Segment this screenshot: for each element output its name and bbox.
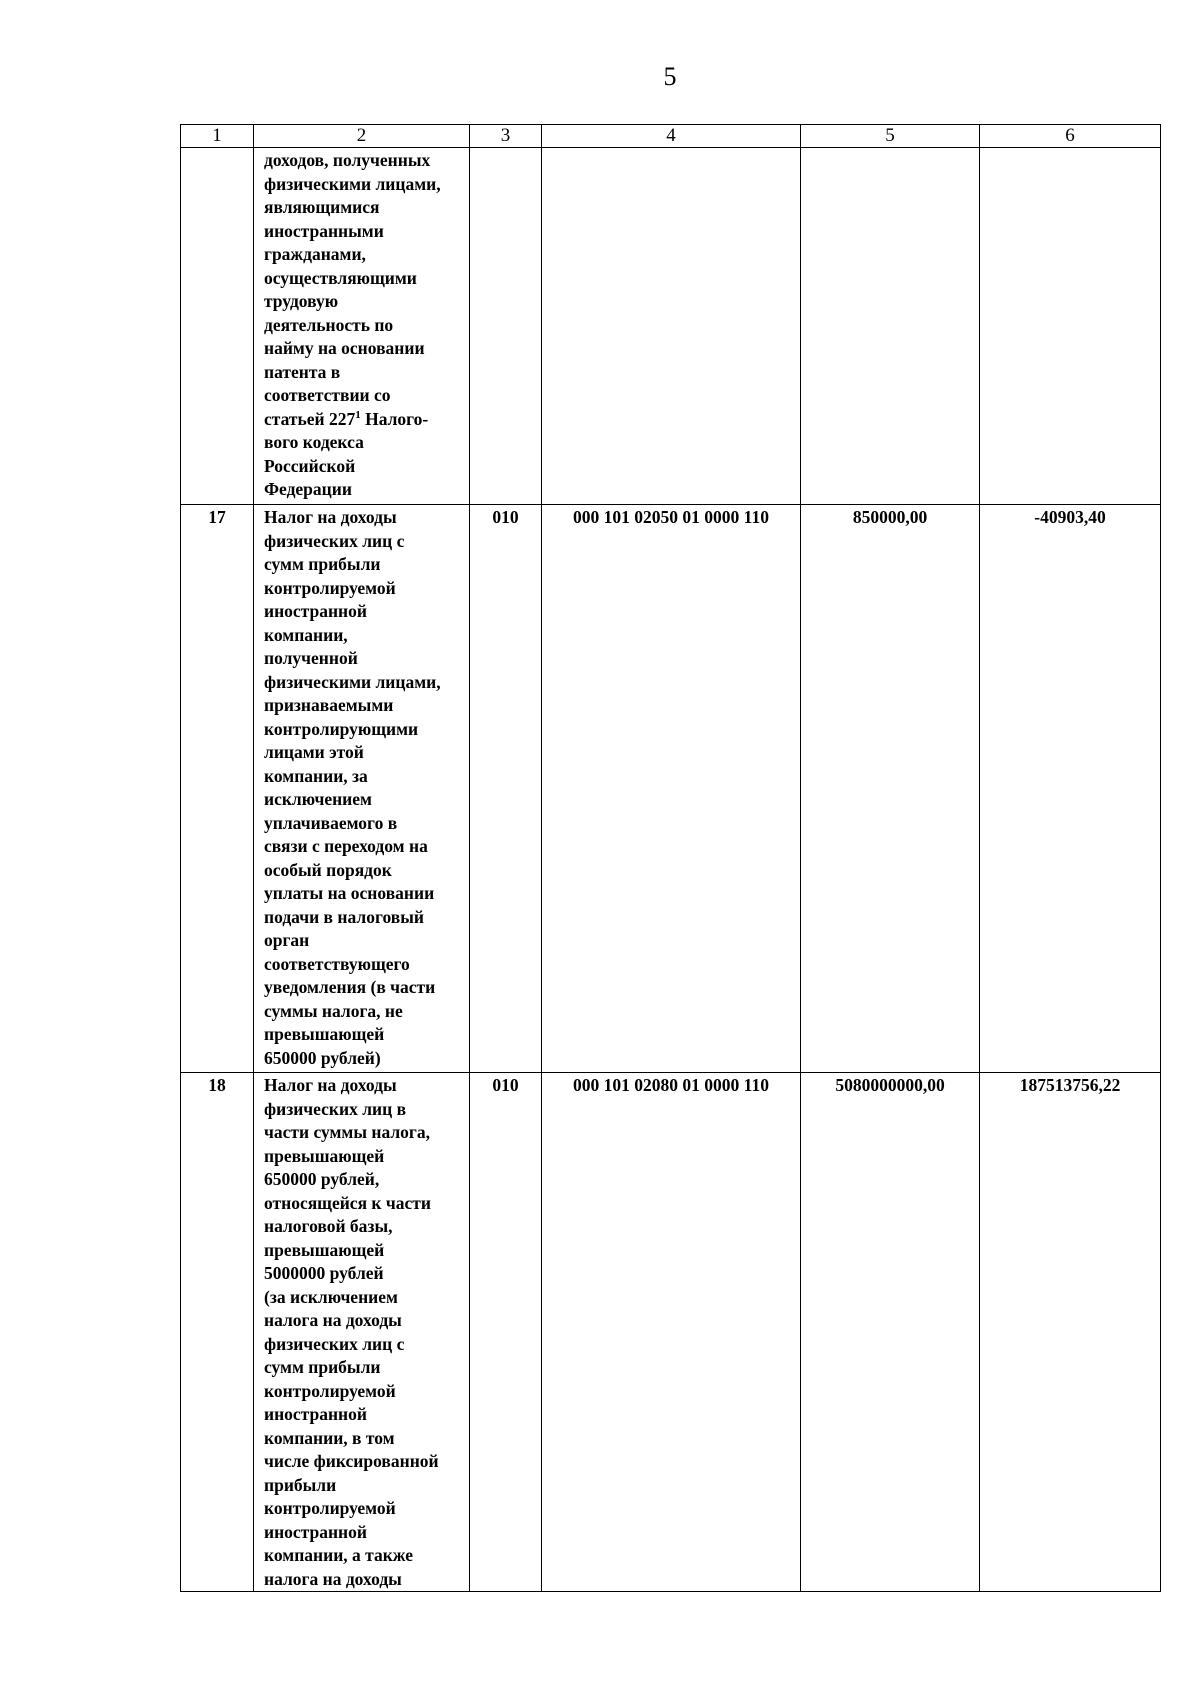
row-code: 010 — [470, 505, 542, 1073]
row-description — [254, 1073, 470, 1592]
desc-line: доходов, полученных — [264, 150, 431, 170]
desc-line: налога на доходы — [264, 1310, 402, 1330]
desc-line: контролируемой — [264, 1498, 396, 1518]
table-row — [181, 505, 1161, 1073]
row-plan-amount: 850000,00 — [801, 505, 980, 1073]
desc-line: физических лиц с — [264, 1333, 405, 1354]
row-fact-cell — [980, 148, 1161, 505]
row-fact-amount: -40903,40 — [980, 505, 1161, 1073]
desc-line: иностранными — [264, 220, 384, 241]
desc-line: подачи в налоговый — [264, 906, 424, 927]
row-fact-amount: 187513756,22 — [980, 1073, 1161, 1592]
desc-line: Федерации — [264, 479, 352, 499]
desc-line: связи с переходом на — [264, 836, 428, 856]
desc-line: части суммы налога, — [264, 1122, 431, 1142]
desc-line: физическими лицами, — [264, 173, 441, 194]
desc-line: компании, за — [264, 765, 368, 786]
row-kbk: 000 101 02050 01 0000 110 — [542, 505, 801, 1073]
column-header-6: 6 — [980, 125, 1161, 148]
column-header-4: 4 — [542, 125, 801, 148]
table-row-continued — [181, 148, 1161, 505]
page-number: 5 — [663, 62, 677, 91]
article-superscript: 1 — [355, 408, 361, 421]
desc-line: компании, а также — [264, 1545, 414, 1565]
desc-line: налога на доходы — [264, 1568, 402, 1589]
desc-line: иностранной — [264, 1521, 367, 1542]
desc-line: Налог на доходы — [264, 507, 397, 527]
desc-line: компании, — [264, 624, 348, 645]
header-row — [181, 125, 1161, 148]
desc-line: контролируемой — [264, 1380, 396, 1401]
desc-line: сумм прибыли — [264, 1357, 381, 1377]
row-number: 17 — [181, 505, 254, 1073]
desc-line: превышающей — [264, 1145, 385, 1166]
desc-line: 650000 рублей, — [264, 1169, 380, 1189]
budget-table — [180, 124, 1161, 1592]
desc-line: уведомления (в части — [264, 977, 436, 997]
desc-line: 650000 рублей) — [264, 1047, 381, 1068]
desc-line: уплачиваемого в — [264, 812, 398, 833]
desc-line: вого кодекса — [264, 432, 364, 452]
desc-line: прибыли — [264, 1474, 337, 1495]
column-header-5: 5 — [801, 125, 980, 148]
row-number-cell — [181, 148, 254, 505]
row-plan-cell — [801, 148, 980, 505]
desc-line: контролирующими — [264, 718, 419, 739]
desc-line-article — [264, 408, 465, 432]
desc-line: полученной — [264, 648, 358, 668]
desc-line: иностранной — [264, 1404, 367, 1424]
row-number: 18 — [181, 1073, 254, 1592]
desc-line: суммы налога, не — [264, 1000, 403, 1021]
desc-line: Российской — [264, 455, 356, 476]
desc-line: 5000000 рублей — [264, 1263, 384, 1283]
desc-line: исключением — [264, 789, 372, 809]
row-description — [254, 148, 470, 505]
column-header-3: 3 — [470, 125, 542, 148]
desc-line: лицами этой — [264, 742, 364, 762]
desc-line: являющимися — [264, 197, 380, 217]
desc-line: физических лиц с — [264, 530, 405, 551]
desc-line: числе фиксированной — [264, 1451, 439, 1471]
column-header-2: 2 — [254, 125, 470, 148]
desc-line: признаваемыми — [264, 695, 394, 715]
table-row — [181, 1073, 1161, 1592]
desc-line: Налог на доходы — [264, 1075, 397, 1095]
desc-line: иностранной — [264, 601, 367, 621]
row-kbk-cell — [542, 148, 801, 505]
desc-line: уплаты на основании — [264, 883, 435, 903]
desc-line: сумм прибыли — [264, 554, 381, 574]
row-kbk: 000 101 02080 01 0000 110 — [542, 1073, 801, 1592]
desc-line: найму на основании — [264, 338, 425, 358]
desc-line: превышающей — [264, 1239, 385, 1260]
desc-line: (за исключением — [264, 1286, 398, 1307]
desc-line: превышающей — [264, 1024, 385, 1044]
row-code-cell — [470, 148, 542, 505]
desc-line: осуществляющими — [264, 267, 417, 288]
row-code: 010 — [470, 1073, 542, 1592]
row-plan-amount: 5080000000,00 — [801, 1073, 980, 1592]
desc-line: деятельность по — [264, 314, 394, 335]
desc-line: трудовую — [264, 291, 339, 311]
column-header-1: 1 — [181, 125, 254, 148]
desc-line: соответствии со — [264, 385, 391, 405]
desc-line: гражданами, — [264, 244, 366, 264]
article-text-tail: Налого- — [360, 408, 429, 429]
desc-line: налоговой базы, — [264, 1216, 393, 1236]
article-text: статьей 227 — [264, 408, 356, 429]
desc-line: физических лиц в — [264, 1098, 407, 1119]
row-description — [254, 505, 470, 1073]
desc-line: особый порядок — [264, 859, 392, 880]
desc-line: патента в — [264, 361, 341, 382]
desc-line: относящейся к части — [264, 1192, 431, 1213]
desc-line: орган — [264, 930, 310, 950]
desc-line: контролируемой — [264, 577, 396, 598]
desc-line: соответствующего — [264, 953, 410, 974]
desc-line: физическими лицами, — [264, 671, 441, 692]
desc-line: компании, в том — [264, 1427, 395, 1448]
